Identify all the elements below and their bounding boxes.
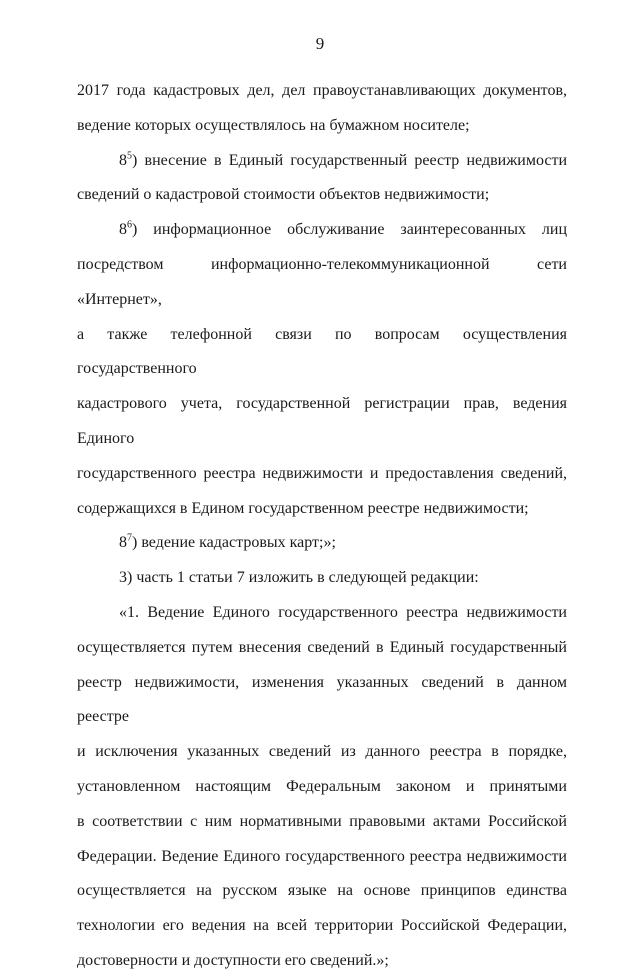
paragraph-line: кадастрового учета, государственной регистрации прав, ведения Единого bbox=[77, 395, 567, 447]
item-text: ) внесение в Единый государственный реестр недвижимости bbox=[132, 151, 567, 169]
paragraph-line: содержащихся в Едином государственном реестре недвижимости; bbox=[77, 499, 529, 517]
item-superscript: 5 bbox=[127, 150, 132, 162]
paragraph-line: осуществляется путем внесения сведений в Единый государственный bbox=[77, 638, 567, 656]
paragraph-line: государственного реестра недвижимости и предоставления сведений, bbox=[77, 464, 567, 482]
item-number: 8 bbox=[119, 151, 127, 169]
item-superscript: 6 bbox=[127, 219, 132, 231]
paragraph-line: технологии его ведения на всей территории Российской Федерации, bbox=[77, 917, 567, 935]
list-item-8-6 bbox=[77, 213, 567, 248]
paragraph-line: осуществляется на русском языке на основе принципов единства bbox=[77, 882, 567, 900]
quoted-paragraph-start: «1. Ведение Единого государственного реестра недвижимости bbox=[119, 603, 567, 621]
paragraph-line: посредством информационно-телекоммуникационной сети «Интернет», bbox=[77, 255, 567, 308]
list-item-3: 3) часть 1 статьи 7 изложить в следующей редакции: bbox=[119, 569, 479, 587]
list-item-8-5 bbox=[77, 144, 567, 179]
paragraph-line: достоверности и доступности его сведений.»; bbox=[77, 951, 389, 969]
item-text: ) информационное обслуживание заинтересованных лиц bbox=[132, 221, 567, 239]
item-superscript: 7 bbox=[127, 533, 132, 545]
list-item-8-7 bbox=[77, 526, 567, 561]
paragraph-line: сведений о кадастровой стоимости объектов недвижимости; bbox=[77, 186, 490, 204]
paragraph-line: установленном настоящим Федеральным законом и принятыми bbox=[77, 777, 567, 795]
paragraph-line: и исключения указанных сведений из данного реестра в порядке, bbox=[77, 743, 567, 761]
paragraph-line: Федерации. Ведение Единого государственного реестра недвижимости bbox=[77, 847, 567, 865]
item-number: 8 bbox=[119, 221, 127, 239]
paragraph-line: реестр недвижимости, изменения указанных сведений в данном реестре bbox=[77, 673, 567, 726]
paragraph-line: в соответствии с ним нормативными правовыми актами Российской bbox=[77, 812, 567, 830]
paragraph-line: а также телефонной связи по вопросам осуществления государственного bbox=[77, 325, 567, 378]
item-number: 8 bbox=[119, 534, 127, 552]
item-text: ) ведение кадастровых карт;»; bbox=[132, 534, 336, 552]
page-number: 9 bbox=[315, 34, 325, 53]
paragraph-line: 2017 года кадастровых дел, дел правоустанавливающих документов, bbox=[77, 82, 567, 99]
document-body bbox=[77, 74, 567, 979]
paragraph-line: ведение которых осуществлялось на бумажном носителе; bbox=[77, 116, 470, 134]
